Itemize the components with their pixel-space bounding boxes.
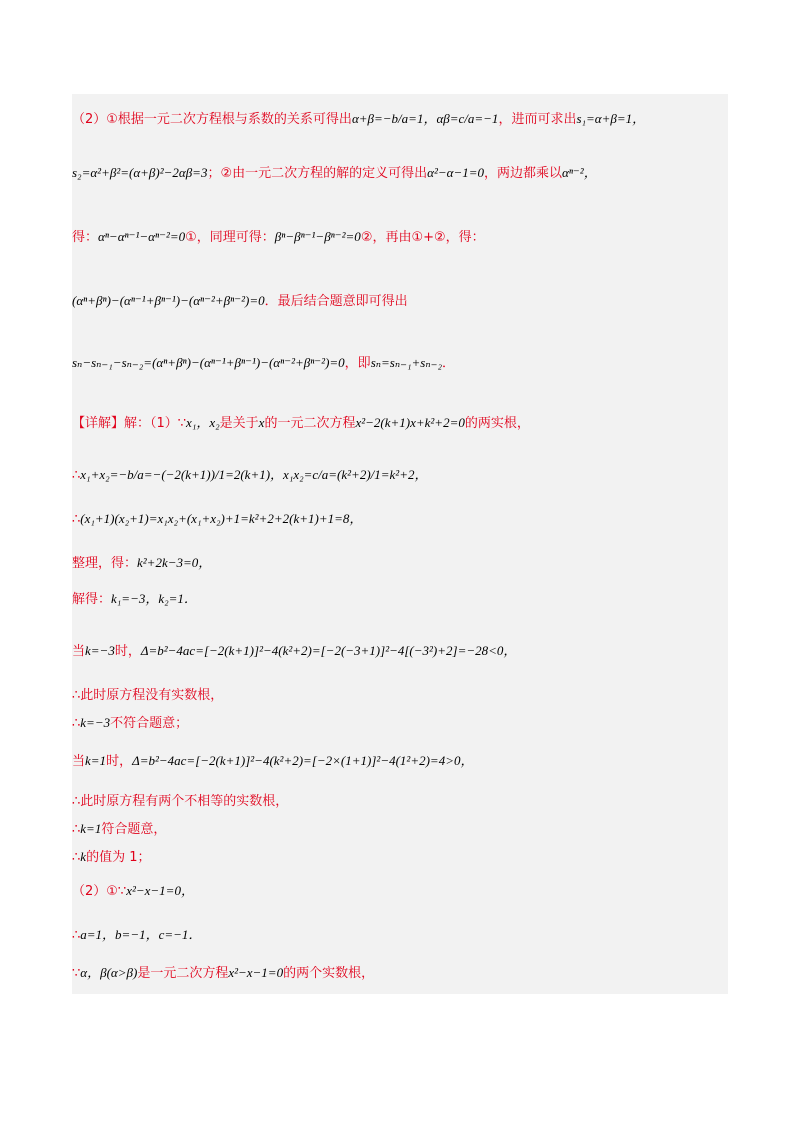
line-11: 当k=−3时，Δ=b²−4ac=[−2(k+1)]²−4(k²+2)=[−2(−3+1)]²−4[(−3²)+2]=−28<0，: [72, 643, 517, 659]
line-8: ∴(x₁+1)(x₂+1)=x₁x₂+(x₁+x₂)+1=k²+2+2(k+1)+1=8，: [72, 511, 363, 527]
line-12: ∴此时原方程没有实数根，: [72, 688, 224, 703]
line-9: 整理，得：k²+2k−3=0，: [72, 555, 212, 571]
line-16: ∴k=1符合题意，: [72, 821, 167, 837]
solution-panel: [72, 94, 728, 994]
line-14: 当k=1时，Δ=b²−4ac=[−2(k+1)]²−4(k²+2)=[−2×(1+1)]²−4(1²+2)=4>0，: [72, 753, 474, 769]
line-5: sₙ−sₙ₋₁−sₙ₋₂=(αⁿ+βⁿ)−(αⁿ⁻¹+βⁿ⁻¹)−(αⁿ⁻²+βⁿ⁻²)=0，即sₙ=sₙ₋₁+sₙ₋₂．: [72, 355, 455, 371]
line-13: ∴k=−3不符合题意；: [72, 715, 189, 731]
line-15: ∴此时原方程有两个不相等的实数根，: [72, 794, 289, 809]
line-6: 【详解】解：（1）∵x₁，x₂是关于x的一元二次方程x²−2(k+1)x+k²+2=0的两实根，: [72, 415, 530, 431]
line-4: (αⁿ+βⁿ)−(αⁿ⁻¹+βⁿ⁻¹)−(αⁿ⁻²+βⁿ⁻²)=0．最后结合题意即可得出: [72, 293, 408, 309]
line-2: s₂=α²+β²=(α+β)²−2αβ=3；②由一元二次方程的解的定义可得出α²−α−1=0，两边都乘以αⁿ⁻²，: [72, 165, 597, 181]
line-1: （2）①根据一元二次方程根与系数的关系可得出α+β=−b/a=1，αβ=c/a=−1，进而可求出s₁=α+β=1，: [72, 111, 646, 127]
line-18: （2）①∵x²−x−1=0，: [72, 883, 194, 899]
line-3: 得：αⁿ−αⁿ⁻¹−αⁿ⁻²=0①，同理可得：βⁿ−βⁿ⁻¹−βⁿ⁻²=0②，再由①+②，得：: [72, 229, 485, 245]
line-10: 解得：k₁=−3，k₂=1．: [72, 591, 197, 607]
line-17: ∴k的值为 1；: [72, 849, 151, 865]
line-7: ∴x₁+x₂=−b/a=−(−2(k+1))/1=2(k+1)，x₁x₂=c/a=(k²+2)/1=k²+2，: [72, 467, 428, 483]
line-19: ∴a=1，b=−1，c=−1．: [72, 927, 202, 943]
line-20: ∵α，β(α>β)是一元二次方程x²−x−1=0的两个实数根，: [72, 965, 375, 981]
